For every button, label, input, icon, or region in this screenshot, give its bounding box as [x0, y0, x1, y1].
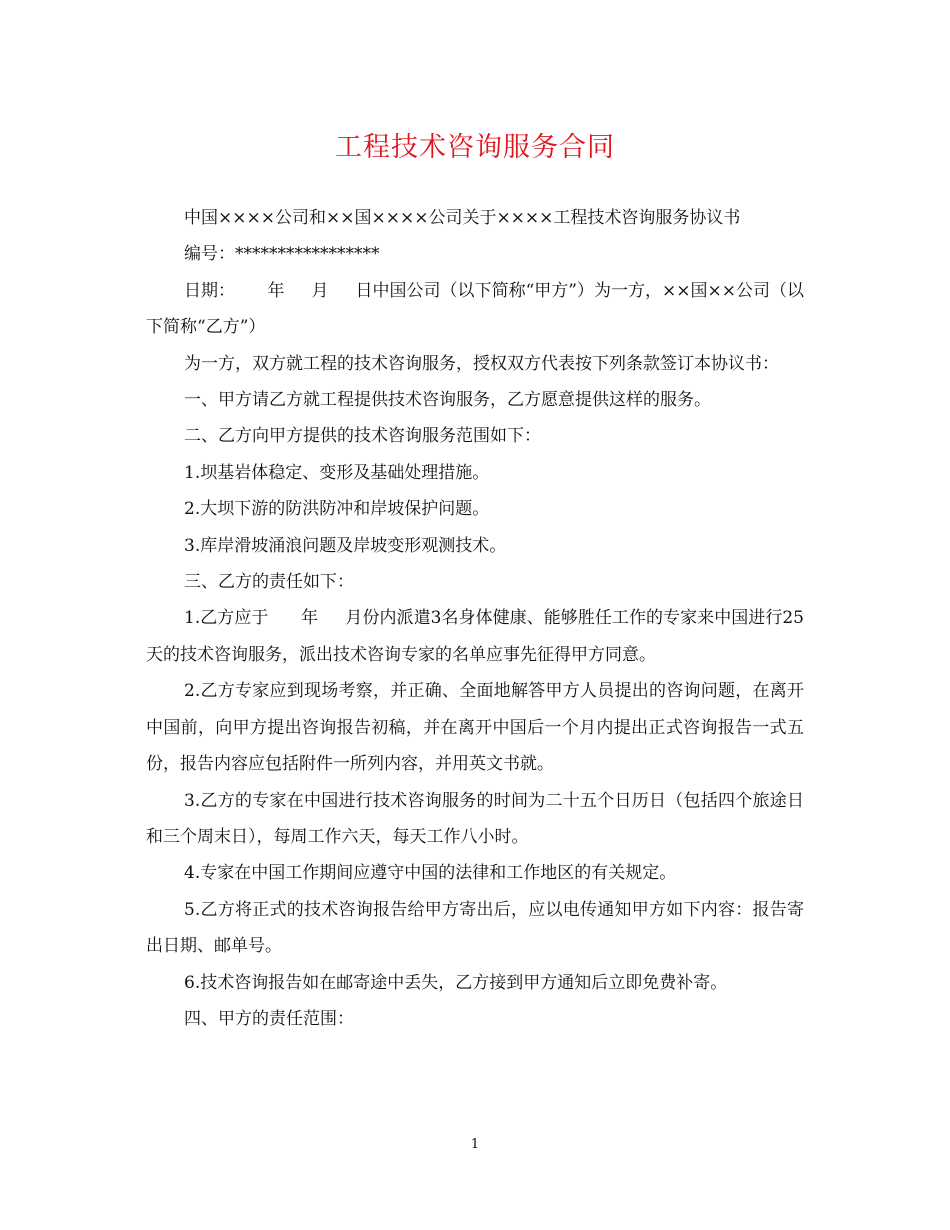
- paragraph: 1.坝基岩体稳定、变形及基础处理措施。: [184, 462, 490, 483]
- page-number: 1: [470, 1137, 480, 1152]
- paragraph: 2.乙方专家应到现场考察，并正确、全面地解答甲方人员提出的咨询问题，在离开中国前，向甲方提出咨询报告初稿，并在离开中国后一个月内提出正式咨询报告一式五份，报告内容应包括附件一所列内容，并用英文书就。: [146, 681, 804, 775]
- paragraph: 三、乙方的责任如下：: [184, 572, 354, 593]
- paragraph: 3.乙方的专家在中国进行技术咨询服务的时间为二十五个日历日（包括四个旅途日和三个周末日），每周工作六天，每天工作八小时。: [146, 790, 804, 847]
- paragraph: 2.大坝下游的防洪防冲和岸坡保护问题。: [184, 499, 490, 520]
- paragraph: 3.库岸滑坡涌浪问题及岸坡变形观测技术。: [184, 535, 507, 556]
- paragraph: 中国××××公司和××国××××公司关于××××工程技术咨询服务协议书: [184, 208, 741, 228]
- paragraph: 1.乙方应于 年 月份内派遣3名身体健康、能够胜任工作的专家来中国进行25天的技术咨询服务，派出技术咨询专家的名单应事先征得甲方同意。: [146, 608, 804, 665]
- document-body: [146, 200, 804, 1037]
- paragraph: 5.乙方将正式的技术咨询报告给甲方寄出后，应以电传通知甲方如下内容：报告寄出日期、邮单号。: [146, 899, 804, 957]
- document-title: 工程技术咨询服务合同: [335, 132, 615, 163]
- paragraph: 一、甲方请乙方就工程提供技术咨询服务，乙方愿意提供这样的服务。: [184, 390, 711, 411]
- paragraph: 日期： 年 月 日中国公司（以下简称“甲方”）为一方，××国××公司（以下简称“乙方”）: [146, 280, 804, 338]
- paragraph: 二、乙方向甲方提供的技术咨询服务范围如下：: [184, 426, 541, 447]
- paragraph: 6.技术咨询报告如在邮寄途中丢失，乙方接到甲方通知后立即免费补寄。: [184, 972, 728, 993]
- paragraph: 为一方，双方就工程的技术咨询服务，授权双方代表按下列条款签订本协议书：: [184, 353, 779, 374]
- paragraph: 四、甲方的责任范围：: [184, 1008, 354, 1029]
- paragraph: 4.专家在中国工作期间应遵守中国的法律和工作地区的有关规定。: [184, 863, 677, 884]
- paragraph: 编号：*****************: [184, 244, 380, 265]
